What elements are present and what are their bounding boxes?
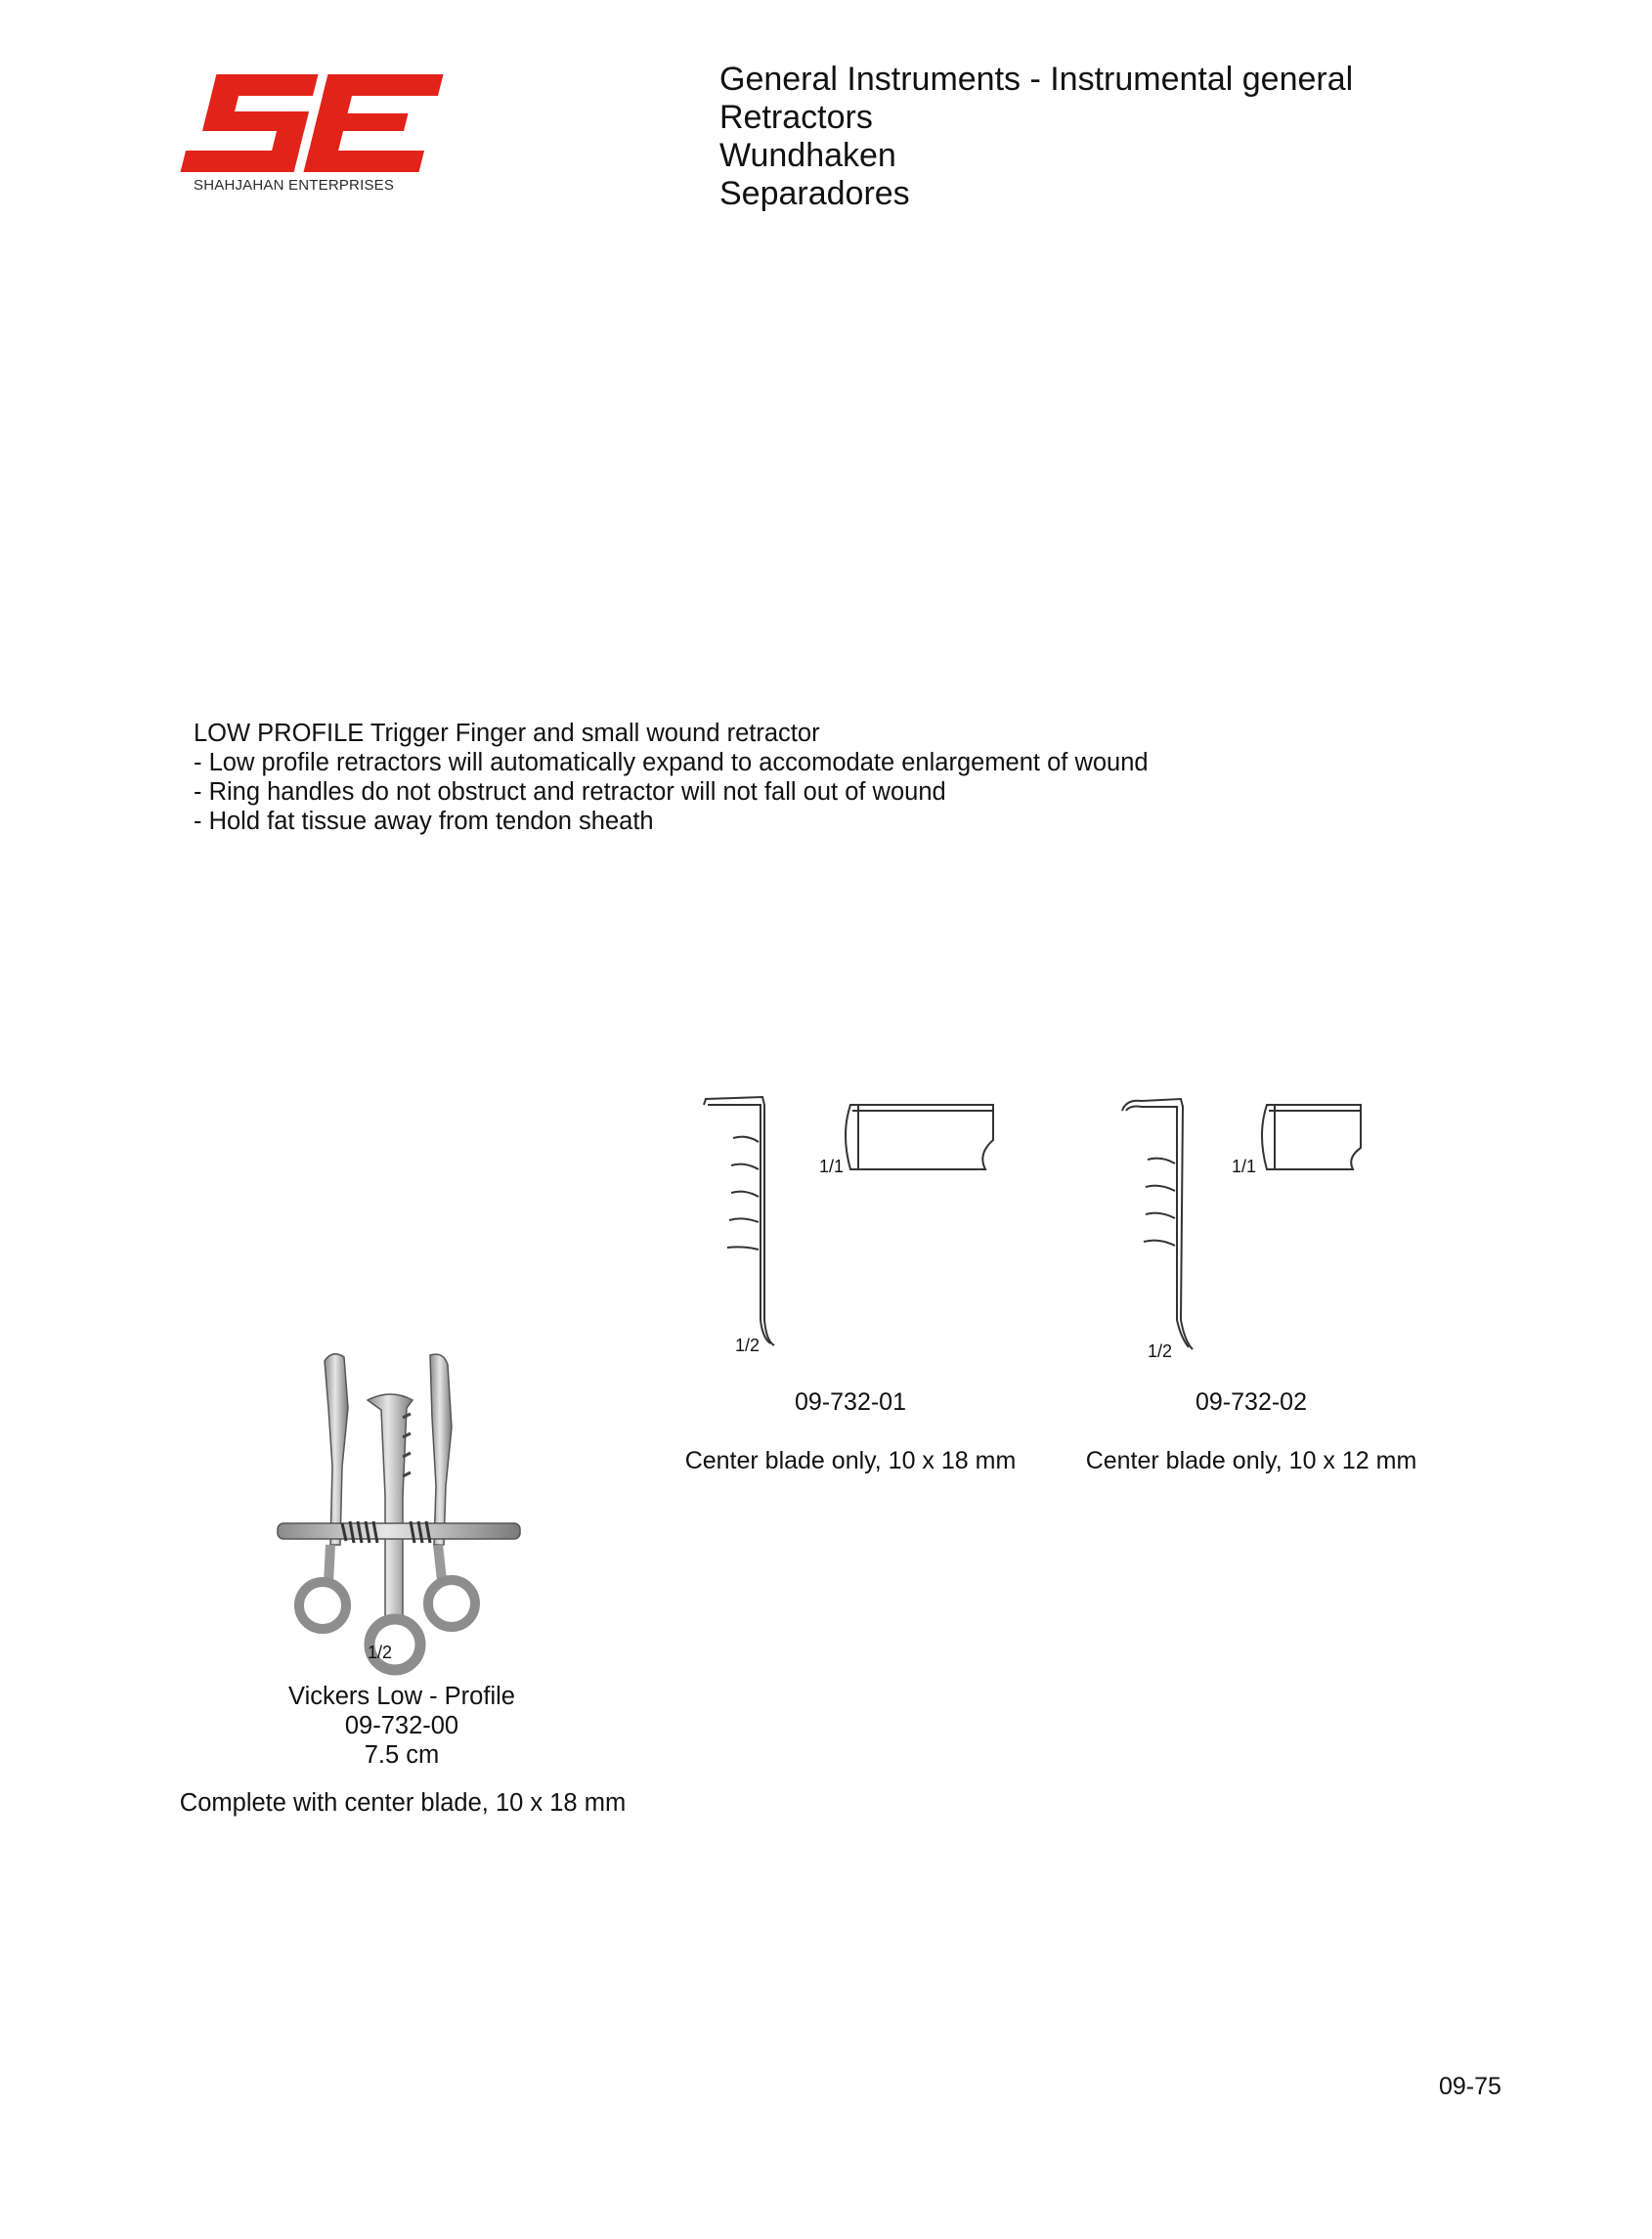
scale-profile-01: 1/2 bbox=[735, 1336, 761, 1355]
header-line-4: Separadores bbox=[719, 175, 910, 212]
page-header bbox=[719, 61, 1353, 213]
intro-bullet-1: - Low profile retractors will automatically expand to accomodate enlargement of wound bbox=[194, 749, 1149, 776]
se-logo-mark bbox=[192, 72, 426, 175]
vickers-retractor-image bbox=[274, 1349, 528, 1682]
scale-main: 1/2 bbox=[368, 1643, 393, 1662]
blade-drawing-09-732-01 bbox=[684, 1076, 1036, 1369]
product-code-09-732-02: 09-732-02 bbox=[1196, 1388, 1307, 1416]
page-number: 09-75 bbox=[1439, 2073, 1501, 2100]
main-product-size: 7.5 cm bbox=[364, 1741, 440, 1769]
main-product-code: 09-732-00 bbox=[344, 1712, 459, 1739]
scale-profile-02: 1/2 bbox=[1148, 1341, 1173, 1361]
intro-bullet-3: - Hold fat tissue away from tendon sheath bbox=[194, 808, 654, 835]
company-logo bbox=[192, 72, 426, 199]
main-product-name: Vickers Low - Profile bbox=[288, 1683, 515, 1710]
header-line-2: Retractors bbox=[719, 99, 873, 136]
scale-blade-02: 1/1 bbox=[1232, 1157, 1257, 1176]
scale-blade-01: 1/1 bbox=[819, 1157, 845, 1176]
product-desc-09-732-01: Center blade only, 10 x 18 mm bbox=[684, 1447, 1017, 1474]
product-desc-09-732-02: Center blade only, 10 x 12 mm bbox=[1085, 1447, 1417, 1474]
blade-front-icon bbox=[1262, 1105, 1361, 1169]
blade-drawing-09-732-02 bbox=[1103, 1076, 1396, 1369]
blade-profile-icon bbox=[1122, 1099, 1193, 1349]
intro-bullet-2: - Ring handles do not obstruct and retractor will not fall out of wound bbox=[194, 778, 946, 806]
blade-front-icon bbox=[846, 1105, 993, 1169]
product-intro bbox=[194, 719, 1149, 836]
intro-title: LOW PROFILE Trigger Finger and small wound retractor bbox=[194, 720, 820, 747]
header-line-1: General Instruments - Instrumental general bbox=[719, 61, 1354, 98]
blade-profile-icon bbox=[704, 1097, 774, 1345]
product-code-09-732-01: 09-732-01 bbox=[795, 1388, 906, 1416]
main-product-desc: Complete with center blade, 10 x 18 mm bbox=[179, 1789, 627, 1817]
header-line-3: Wundhaken bbox=[719, 137, 896, 174]
main-product-info bbox=[264, 1682, 540, 1770]
company-name: SHAHJAHAN ENTERPRISES bbox=[194, 177, 395, 194]
